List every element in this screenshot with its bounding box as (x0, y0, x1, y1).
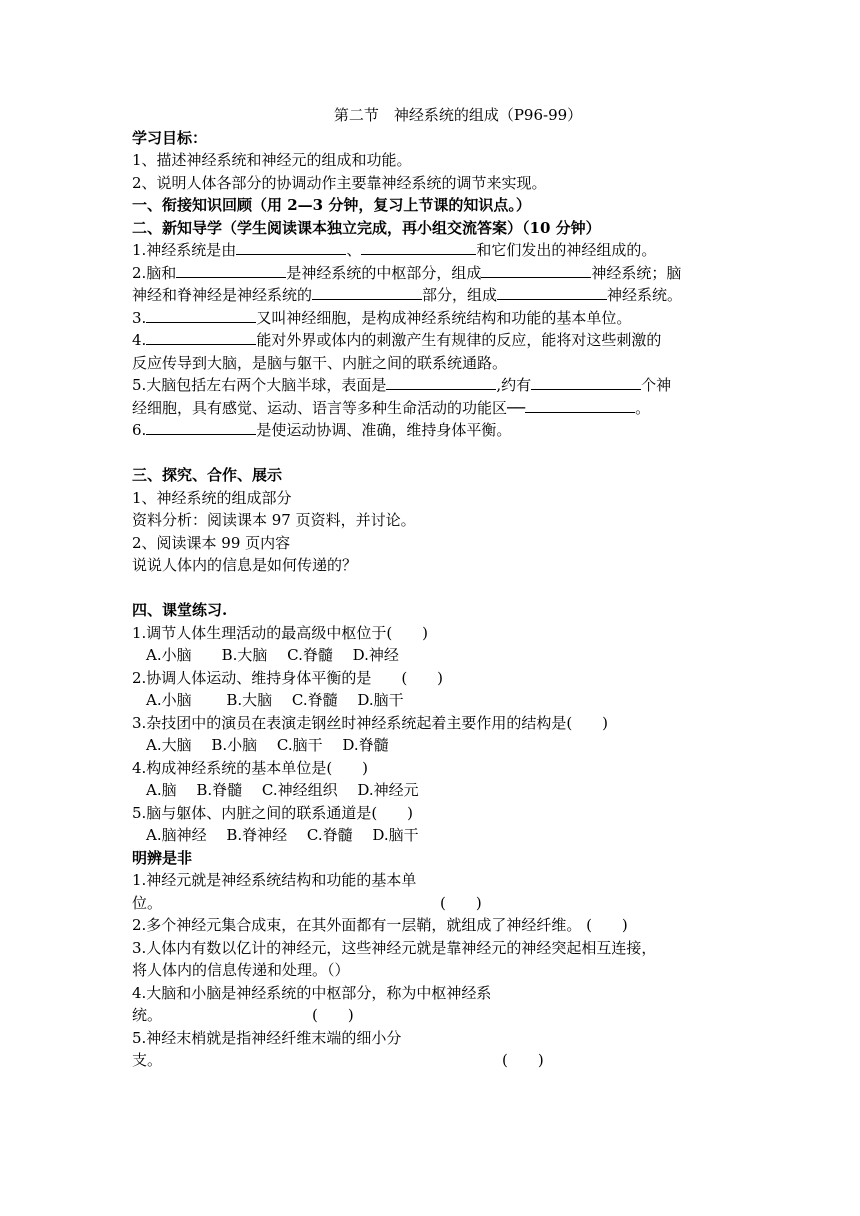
objective-item: 2、说明人体各部分的协调动作主要靠神经系统的调节来实现。 (132, 173, 547, 192)
q6-text-b: 是使运动协调、准确，维持身体平衡。 (256, 421, 512, 439)
q5-text-b: ,约有 (496, 376, 532, 394)
fill-question-2-cont (132, 284, 732, 307)
fill-question-4 (132, 329, 732, 352)
mc-question: 2.协调人体运动、维持身体平衡的是 ( ) (132, 668, 444, 687)
q2-text-d: 神经和脊神经是神经系统的 (132, 286, 313, 304)
tf-item-cont (132, 892, 732, 915)
section3-line: 资料分析：阅读课本 97 页资料，并讨论。 (132, 511, 416, 529)
tf-item: 4.大脑和小脑是神经系统的中枢部分，称为中枢神经系 (132, 983, 492, 1002)
tf-item-tail: 支。 (132, 1051, 163, 1069)
answer-blank[interactable] (525, 397, 635, 413)
mc-question: 4.构成神经系统的基本单位是( ) (132, 758, 369, 777)
q3-text-a: 3. (132, 308, 147, 327)
fill-question-3 (132, 307, 732, 330)
spacer (132, 577, 732, 600)
page-title: 第二节 神经系统的组成（P96-99） (333, 106, 583, 124)
q5-text-a: 5.大脑包括左右两个大脑半球，表面是 (132, 376, 387, 394)
answer-blank[interactable] (146, 419, 256, 435)
section3-line: 说说人体内的信息是如何传递的？ (132, 556, 358, 574)
mc-options: A.脑神经 B.脊神经 C.脊髓 D.脑干 (146, 826, 419, 844)
answer-blank[interactable] (236, 239, 346, 255)
mc-options: A.小脑 B.大脑 C.脊髓 D.神经 (146, 646, 399, 664)
answer-blank[interactable] (531, 374, 641, 390)
fill-question-4-cont: 反应传导到大脑，是脑与躯干、内脏之间的联系统通路。 (132, 353, 508, 372)
tf-item-tail: 位。 (132, 893, 163, 912)
objective-item: 1、描述神经系统和神经元的组成和功能。 (132, 151, 412, 169)
q4-text-b: 能对外界或体内的刺激产生有规律的反应，能将对这些刺激的 (256, 331, 662, 349)
section3-line: 2、阅读课本 99 页内容 (132, 533, 291, 552)
tf-answer-paren[interactable]: ( ) (502, 1051, 544, 1069)
tf-item: 1.神经元就是神经系统结构和功能的基本单 (132, 871, 417, 889)
section4-heading: 四、课堂练习. (132, 601, 228, 619)
fill-question-5-cont (132, 397, 732, 420)
q6-text-a: 6. (132, 421, 147, 439)
spacer (132, 442, 732, 465)
section1-heading: 一、衔接知识回顾（用 2—3 分钟，复习上节课的知识点。） (132, 196, 531, 214)
answer-blank[interactable] (146, 329, 256, 345)
tf-answer-paren[interactable]: ( ) (312, 1006, 354, 1024)
mc-options: A.脑 B.脊髓 C.神经组织 D.神经元 (146, 781, 419, 799)
answer-blank[interactable] (497, 284, 607, 300)
answer-blank[interactable] (146, 307, 256, 323)
tf-item: 5.神经末梢就是指神经纤维末端的细小分 (132, 1028, 402, 1047)
mc-question: 1.调节人体生理活动的最高级中枢位于( ) (132, 623, 429, 642)
q2-text-b: 是神经系统的中枢部分，组成 (286, 263, 482, 282)
answer-blank[interactable] (386, 374, 496, 390)
q2-text-a: 2.脑和 (132, 263, 177, 282)
mc-options: A.小脑 B.大脑 C.脊髓 D.脑干 (146, 691, 404, 709)
q5-text-d: 经细胞，具有感觉、运动、语言等多种生命活动的功能区── (132, 398, 526, 417)
q2-text-e: 部分，组成 (422, 286, 498, 304)
tf-item-cont: 将人体内的信息传递和处理。（） (132, 961, 350, 979)
q2-text-f: 神经系统。 (607, 286, 683, 304)
section2-heading: 二、新知导学（学生阅读课本独立完成，再小组交流答案）（10 分钟） (132, 218, 601, 237)
answer-blank[interactable] (176, 262, 286, 278)
q1-text-b: 、 (346, 241, 362, 259)
tf-item-cont (132, 1004, 732, 1027)
truefalse-heading: 明辨是非 (132, 848, 193, 867)
fill-question-5 (132, 374, 732, 397)
q5-text-c: 个神 (641, 376, 672, 394)
tf-item-tail: 统。 (132, 1006, 163, 1024)
tf-item: 2.多个神经元集合成束，在其外面都有一层鞘，就组成了神经纤维。 ( ) (132, 916, 628, 934)
mc-options: A.大脑 B.小脑 C.脑干 D.脊髓 (146, 736, 389, 754)
worksheet-content (132, 104, 732, 1072)
tf-item: 3.人体内有数以亿计的神经元，这些神经元就是靠神经元的神经突起相互连接， (132, 938, 657, 957)
mc-question: 3.杂技团中的演员在表演走钢丝时神经系统起着主要作用的结构是( ) (132, 713, 609, 732)
tf-answer-paren[interactable]: ( ) (440, 893, 482, 912)
fill-question-6 (132, 419, 732, 442)
q1-text-a: 1.神经系统是由 (132, 241, 237, 259)
answer-blank[interactable] (481, 262, 591, 278)
objectives-heading: 学习目标： (132, 128, 208, 147)
section3-line: 1、神经系统的组成部分 (132, 488, 292, 507)
answer-blank[interactable] (312, 284, 422, 300)
section3-heading: 三、探究、合作、展示 (132, 466, 283, 484)
q1-text-c: 和它们发出的神经组成的。 (476, 241, 657, 259)
fill-question-2 (132, 262, 732, 285)
q3-text-b: 又叫神经细胞，是构成神经系统结构和功能的基本单位。 (256, 308, 632, 327)
tf-item-cont (132, 1049, 732, 1072)
fill-question-1 (132, 239, 732, 262)
mc-question: 5.脑与躯体、内脏之间的联系通道是( ) (132, 803, 414, 822)
q5-text-e: 。 (635, 398, 651, 417)
q2-text-c: 神经系统；脑 (591, 263, 682, 282)
q4-text-a: 4. (132, 331, 147, 349)
answer-blank[interactable] (361, 239, 476, 255)
